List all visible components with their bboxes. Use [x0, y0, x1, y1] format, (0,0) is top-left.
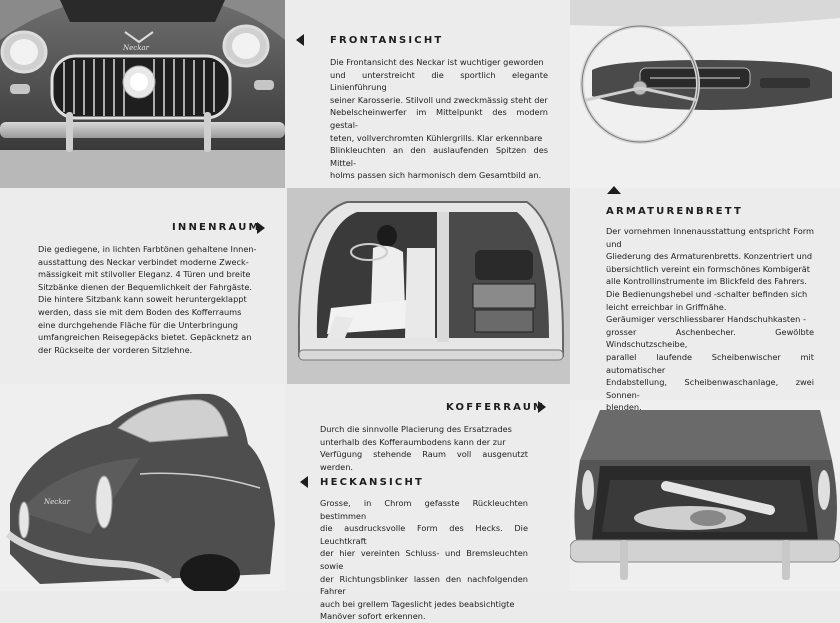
text-line: Nebelscheinwerfer im Mittelpunkt des modern gestal- [330, 107, 548, 130]
text-line: mässigkeit mit stilvoller Eleganz. 4 Türen und breite [38, 269, 251, 280]
trunk-photo [570, 400, 840, 591]
text-line: Durch die sinnvolle Placierung des Ersatzrades [320, 424, 512, 434]
text-line: ausstattung des Neckar verbindet moderne Zweck- [38, 256, 249, 267]
text-line: Blinkleuchten an den auslaufenden Spitzen des Mittel- [330, 145, 548, 168]
arrow-right-icon [257, 222, 265, 234]
front-badge-text: Neckar [123, 44, 149, 52]
text-line: teten, vollverchromten Kühlergrills. Klar erkennbare [330, 132, 543, 143]
text-line: der hier vereinten Schluss- und Bremsleuchten sowie [320, 548, 528, 571]
dashboard-photo [570, 0, 840, 188]
arrow-left-icon [296, 34, 304, 46]
text-line: leicht erreichbar in Griffnähe. [606, 301, 727, 312]
text-line: die ausdrucksvolle Form des Hecks. Die Leuchtkraft [320, 523, 528, 546]
dashboard-text [606, 225, 814, 414]
rear-text [320, 497, 528, 623]
rear-view-photo [0, 384, 285, 591]
text-line: Der vornehmen Innenausstattung entspricht Form und [606, 226, 814, 249]
rear-heading: HECKANSICHT [320, 477, 425, 488]
text-line: blenden. [606, 402, 642, 413]
text-line: Die hintere Sitzbank kann soweit heruntergeklappt [38, 294, 247, 305]
interior-text [38, 243, 266, 356]
text-line: werden, dass sie mit dem Boden des Kofferraums [38, 306, 242, 317]
interior-heading: INNENRAUM [172, 222, 261, 233]
text-line: Geräumiger verschliessbarer Handschuhkasten - [606, 314, 806, 325]
text-line: Manöver sofort erkennen. [320, 611, 426, 622]
text-line: Die Frontansicht des Neckar ist wuchtiger geworden [330, 57, 544, 67]
text-line: Die gediegene, in lichten Farbtönen gehaltene Innen- [38, 244, 257, 254]
text-line: Endabstellung, Scheibenwaschanlage, zwei Sonnen- [606, 377, 814, 400]
text-line: übersichtlich vereint ein formschönes Kombigerät [606, 263, 810, 274]
text-line: unterhalb des Kofferaumbodens kann der zur [320, 436, 506, 447]
text-line: Verfügung stehende Raum voll ausgenutzt werden. [320, 449, 528, 472]
arrow-up-icon [607, 186, 621, 194]
trunk-text [320, 423, 528, 473]
text-line: der Rückseite der vorderen Sitzlehne. [38, 344, 193, 355]
text-line: Die Bedienungshebel und -schalter befinden sich [606, 288, 808, 299]
front-heading: FRONTANSICHT [330, 35, 444, 46]
text-line: Sitzbänke dienen der Bequemlichkeit der Fahrgäste. [38, 281, 252, 292]
text-line: eine durchgehende Fläche für die Unterbringung [38, 319, 238, 330]
rear-script-text: Neckar [44, 498, 70, 506]
text-line: seiner Karosserie. Stilvoll und zweckmässig steht der [330, 94, 548, 105]
trunk-heading: KOFFERRAUM [446, 402, 546, 413]
front-text [330, 56, 548, 182]
text-line: der Richtungsblinker lassen den nachfolgenden Fahrer [320, 573, 528, 597]
text-line: auch bei grellem Tageslicht jedes beabsichtigte [320, 598, 515, 609]
front-view-photo [0, 0, 285, 188]
arrow-right-icon [538, 401, 546, 413]
interior-photo [287, 188, 570, 384]
text-line: alle Kontrollinstrumente im Blickfeld des Fahrers. [606, 276, 807, 287]
text-line: und unterstreicht die sportlich elegante Linienführung [330, 69, 548, 93]
text-line: umfangreichen Reisegepäcks bietet. Gepäcknetz an [38, 332, 252, 343]
text-line: parallel laufende Scheibenwischer mit automatischer [606, 351, 814, 375]
text-line: grosser Aschenbecher. Gewölbte Windschutzscheibe, [606, 326, 814, 350]
text-line: Gliederung des Armaturenbretts. Konzentriert und [606, 251, 813, 262]
text-line: holms passen sich harmonisch dem Gesamtbild an. [330, 170, 542, 181]
arrow-left-icon [300, 476, 308, 488]
dashboard-heading: ARMATURENBRETT [606, 206, 744, 217]
text-line: Grosse, in Chrom gefasste Rückleuchten bestimmen [320, 498, 528, 521]
